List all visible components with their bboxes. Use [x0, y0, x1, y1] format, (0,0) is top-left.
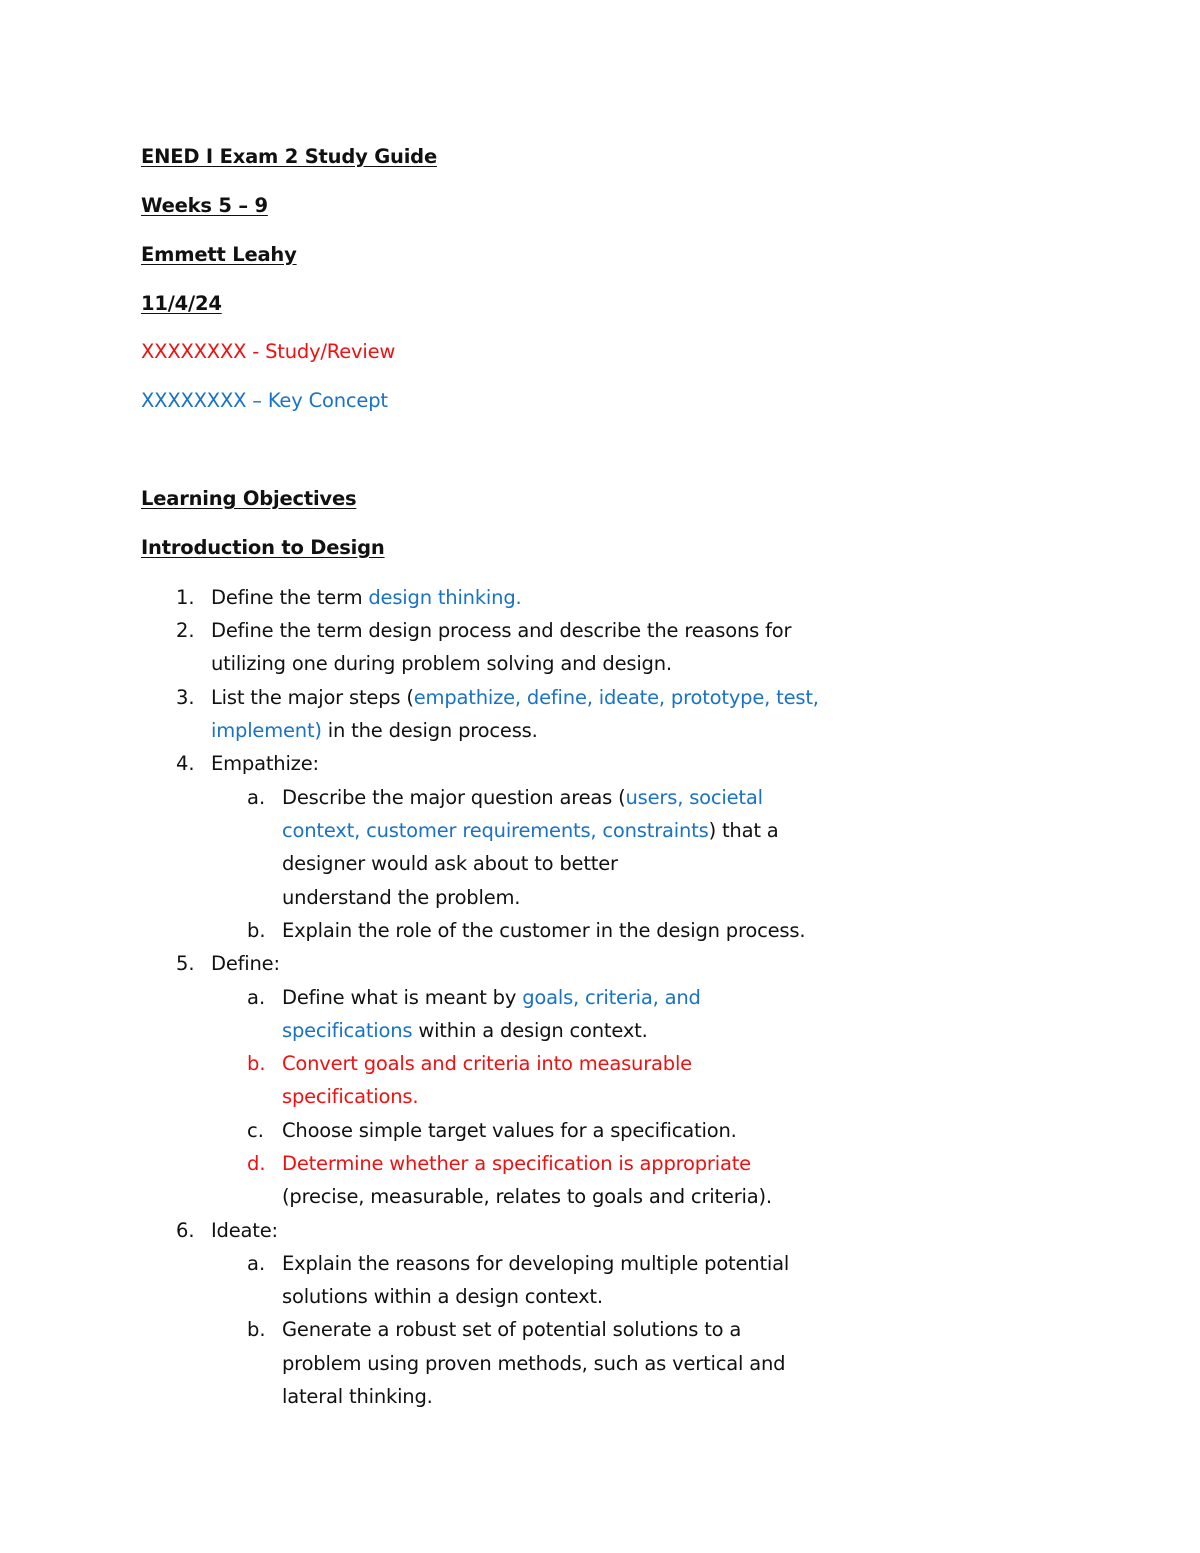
- document-title: ENED I Exam 2 Study Guide: [141, 145, 437, 168]
- sub-item-6a-line-1: Explain the reasons for developing multiple potential: [282, 1252, 790, 1275]
- legend-study-review: XXXXXXXX - Study/Review: [141, 340, 396, 363]
- list-item-6-label: Ideate:: [211, 1219, 278, 1242]
- list-number: 3.: [176, 686, 195, 709]
- key-concept-text: implement): [211, 719, 322, 742]
- sub-item-4b: Explain the role of the customer in the design process.: [282, 919, 806, 942]
- item-text: ) that a: [708, 819, 779, 842]
- weeks-range: Weeks 5 – 9: [141, 194, 268, 217]
- list-item-3-line-1: [211, 686, 819, 709]
- sub-list-letter: b.: [247, 1052, 266, 1075]
- list-number: 4.: [176, 752, 195, 775]
- sub-item-6b-line-2: problem using proven methods, such as vertical and: [282, 1352, 786, 1375]
- list-number: 2.: [176, 619, 195, 642]
- list-number: 1.: [176, 586, 195, 609]
- sub-item-5b-line-2: specifications.: [282, 1085, 419, 1108]
- sub-list-letter: a.: [247, 1252, 266, 1275]
- list-number: 5.: [176, 952, 195, 975]
- key-concept-text: design thinking.: [368, 586, 522, 609]
- author-name: Emmett Leahy: [141, 243, 297, 266]
- sub-item-6b-line-1: Generate a robust set of potential solutions to a: [282, 1318, 742, 1341]
- sub-item-4a-line-1: [282, 786, 763, 809]
- sub-list-letter: a.: [247, 786, 266, 809]
- key-concept-text: users, societal: [625, 786, 763, 809]
- item-text: within a design context.: [412, 1019, 648, 1042]
- sub-item-5c: Choose simple target values for a specification.: [282, 1119, 737, 1142]
- item-text: Define the term: [211, 586, 369, 609]
- item-text: List the major steps (: [211, 686, 414, 709]
- sub-item-5d-line-2: (precise, measurable, relates to goals and criteria).: [282, 1185, 772, 1208]
- list-item-3-line-2: [211, 719, 538, 742]
- key-concept-text: specifications: [282, 1019, 413, 1042]
- key-concept-text: empathize, define, ideate, prototype, test,: [413, 686, 819, 709]
- sub-list-letter: c.: [247, 1119, 264, 1142]
- list-item-2-line-2: utilizing one during problem solving and design.: [211, 652, 672, 675]
- sub-list-letter: b.: [247, 1318, 266, 1341]
- list-item-1: [211, 586, 522, 609]
- sub-item-4a-line-4: understand the problem.: [282, 886, 521, 909]
- list-item-5-label: Define:: [211, 952, 280, 975]
- sub-list-letter: b.: [247, 919, 266, 942]
- section-heading-introduction: Introduction to Design: [141, 536, 385, 559]
- list-item-4-label: Empathize:: [211, 752, 319, 775]
- sub-item-5a-line-2: [282, 1019, 648, 1042]
- key-concept-text: goals, criteria, and: [522, 986, 701, 1009]
- list-number: 6.: [176, 1219, 195, 1242]
- sub-item-5b-line-1: Convert goals and criteria into measurable: [282, 1052, 692, 1075]
- sub-item-6b-line-3: lateral thinking.: [282, 1385, 433, 1408]
- sub-list-letter: d.: [247, 1152, 266, 1175]
- sub-item-5a-line-1: [282, 986, 701, 1009]
- sub-list-letter: a.: [247, 986, 266, 1009]
- sub-item-6a-line-2: solutions within a design context.: [282, 1285, 603, 1308]
- key-concept-text: context, customer requirements, constraints: [282, 819, 709, 842]
- sub-item-4a-line-3: designer would ask about to better: [282, 852, 618, 875]
- item-text: Describe the major question areas (: [282, 786, 626, 809]
- document-date: 11/4/24: [141, 292, 222, 315]
- sub-item-5d-line-1: Determine whether a specification is appropriate: [282, 1152, 751, 1175]
- list-item-2-line-1: Define the term design process and describe the reasons for: [211, 619, 792, 642]
- legend-key-concept: XXXXXXXX – Key Concept: [141, 389, 388, 412]
- item-text: Define what is meant by: [282, 986, 523, 1009]
- item-text: in the design process.: [321, 719, 538, 742]
- section-heading-learning-objectives: Learning Objectives: [141, 487, 357, 510]
- sub-item-4a-line-2: [282, 819, 779, 842]
